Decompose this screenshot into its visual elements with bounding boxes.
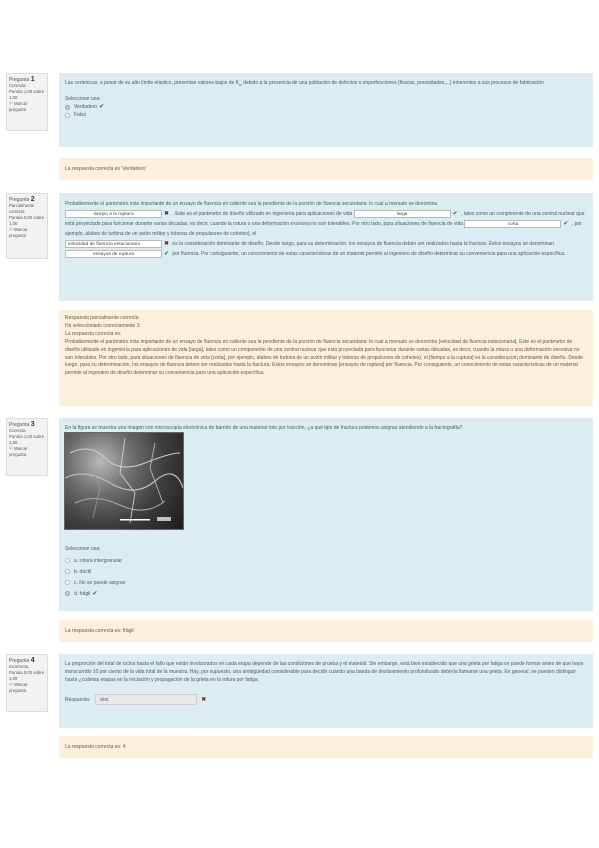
feedback-text: Probablemente el parámetro más importante de un ensayo de fluencia en caliente sea la pendiente de la porción de fluencia secundaria: lo cual a menudo se denomina [velocidad de fluencia estacionaria]. Este es el parámetro de diseño utilizado en ingeniería para aplicaciones de vida [larga], tales como un componente de una central nuclear que está proyectada para funcionar durante varias décadas, es decir, cuando la rotura o una deformación excesiva no son tolerables. Por otro lado, para situaciones de fluencia de vida [corta], por ejemplo, álabes de turbina de un avión militar y toberas de propulsores de cohetes), el [tiempo a la ruptura] es la consideración dominante de diseño. Desde luego, para su determinación, los ensayos de fluencia deben ser realizados hasta la fractura. Estos ensayos se denominan [ensayos de ruptura] por fluencia. Por consiguiente, un conocimiento de estas características de un material permite al ingeniero de diseño determinar su conveniencia para una aplicación específica.: [65, 338, 583, 377]
option-b[interactable]: b. dúctil: [65, 566, 265, 577]
question-4-info: [6, 654, 48, 712]
question-score: Puntúa 1,00 sobre 1,00: [9, 89, 45, 100]
question-number: Pregunta 4: [9, 657, 35, 664]
check-icon: ✔: [452, 211, 458, 217]
cross-icon: ✖: [164, 241, 170, 247]
option-c[interactable]: c. No se puede asignar: [65, 577, 265, 588]
flag-question-link[interactable]: ⚐ Marcar pregunta: [9, 446, 28, 457]
blank-1-input[interactable]: tiempo a la ruptura: [65, 210, 162, 218]
question-status: Incorrecta: [9, 664, 29, 669]
blank-4-select[interactable]: velocidad de fluencia estacionaria: [65, 240, 162, 248]
check-icon: ✔: [92, 591, 98, 597]
radio-icon[interactable]: [65, 569, 70, 574]
question-4-feedback: La respuesta correcta es: 4: [59, 736, 593, 758]
question-2-info: [6, 193, 48, 259]
question-number: Pregunta 3: [9, 421, 35, 428]
question-text: En la figura se muestra una imagen con microscopía electrónica de barrido de una material roto por tracción, ¿a qué tipo de fractura podemos asignar atendiendo a la fractografía?: [65, 425, 463, 431]
check-icon: ✔: [563, 221, 569, 227]
question-text: Las cerámicas, a pesar de su alto límite elástico, presentan valores bajos de $K_{Ic}$ debido a la presencia de una población de defectos o imperfecciones (fisuras, porosidades,...) inherentes a sus procesos de fabricación: [65, 80, 544, 87]
answer-label: Respuesta:: [65, 696, 91, 703]
blank-5-select[interactable]: ensayos de ruptura: [65, 250, 162, 258]
question-score: Puntúa 0,00 sobre 1,00: [9, 670, 45, 681]
cross-icon: ✖: [201, 696, 207, 703]
question-1-info: [6, 73, 48, 131]
option-verdadero[interactable]: Verdadero ✔: [65, 103, 587, 111]
fracture-texture: [65, 433, 183, 529]
q3-options: [65, 546, 265, 599]
feedback-count: Ha seleccionado correctamente 3.: [65, 322, 141, 329]
question-number: Pregunta 1: [9, 76, 35, 83]
question-text: La proporción del total de ciclos hasta el fallo que están involucrados en cada etapa depende de las condiciones de prueba y el material. Sin embargo, está bien establecido que una grieta por fatiga se puede formar antes de que haya transcurrido 10 por ciento de la vida total de la muestra. Hay, por supuesto, una ambigüedad considerable para decidir cuándo una banda de deslizamiento profundizado debería llamarse una grieta. En general, se pueden distinguir hasta ¿cuántas etapas en la iniciación y propagación de la grieta en la rotura por fatiga: [65, 661, 584, 683]
question-score: Puntúa 0,60 sobre 1,00: [9, 215, 45, 226]
question-3-info: [6, 418, 48, 476]
feedback-label: La respuesta correcta es:: [65, 330, 122, 337]
question-number: Pregunta 2: [9, 196, 35, 203]
question-2-content: Probablemente el parámetro más importante de un ensayo de fluencia en caliente sea la pendiente de la porción de fluencia secundaria: lo cual a menudo se denomina tiempo a la ruptura ✖ . Este es el parámetro de diseño utilizado en ingeniería para aplicaciones de vida larga ✔ , tales como un componente de una central nuclear que está proyectada para funcionar durante varias décadas, es decir, cuando la rotura o una deformación excesiva no son tolerables. Por otro lado, para situaciones de fluencia de vida corta ✔ , por ejemplo, álabes de turbina de un avión militar y toberas de propulsores de cohetes), el velocidad de fluencia estacionaria ✖ es la consideración dominante de diseño. Desde luego, para su determinación, los ensayos de fluencia deben ser realizados hasta la fractura. Estos ensayos se denominan ensayos de ruptura ✔ por fluencia. Por consiguiente, un conocimiento de estas características de un material permite al ingeniero de diseño determinar su conveniencia para una aplicación específica.: [59, 193, 593, 301]
flag-question-link[interactable]: ⚐ Marcar pregunta: [9, 227, 28, 238]
question-status: Parcialmente correcta: [9, 203, 35, 214]
radio-selected-icon[interactable]: [65, 591, 70, 596]
blank-2-select[interactable]: larga: [354, 210, 451, 218]
check-icon: ✔: [99, 104, 105, 110]
blank-3-select[interactable]: corta: [464, 220, 561, 228]
radio-icon[interactable]: [65, 558, 70, 563]
question-score: Puntúa 1,00 sobre 1,00: [9, 434, 45, 445]
option-d[interactable]: d. frágil ✔: [65, 588, 265, 599]
answer-row: [65, 694, 587, 705]
question-1-content: [59, 73, 593, 147]
select-label: Seleccione una:: [65, 96, 101, 102]
question-status: Correcta: [9, 428, 26, 433]
feedback-title: Respuesta parcialmente correcta.: [65, 315, 140, 321]
cross-icon: ✖: [164, 211, 170, 217]
select-label: Seleccione una:: [65, 546, 101, 552]
option-a[interactable]: a. rotura intergranular: [65, 555, 265, 566]
question-status: Correcta: [9, 83, 26, 88]
sem-fractography-image: [64, 432, 184, 530]
answer-input[interactable]: dos: [95, 694, 197, 705]
question-4-content: [59, 654, 593, 728]
question-3-feedback: La respuesta correcta es: frágil: [59, 620, 593, 642]
question-1-feedback: La respuesta correcta es 'Verdadero': [59, 158, 593, 180]
option-falso[interactable]: Falso: [65, 111, 587, 119]
flag-question-link[interactable]: ⚐ Marcar pregunta: [9, 682, 28, 693]
radio-icon[interactable]: [65, 580, 70, 585]
flag-question-link[interactable]: ⚐ Marcar pregunta: [9, 101, 28, 112]
radio-icon[interactable]: [65, 113, 70, 118]
question-2-feedback: [59, 310, 593, 406]
radio-selected-icon[interactable]: [65, 105, 70, 110]
check-icon: ✔: [164, 251, 170, 257]
